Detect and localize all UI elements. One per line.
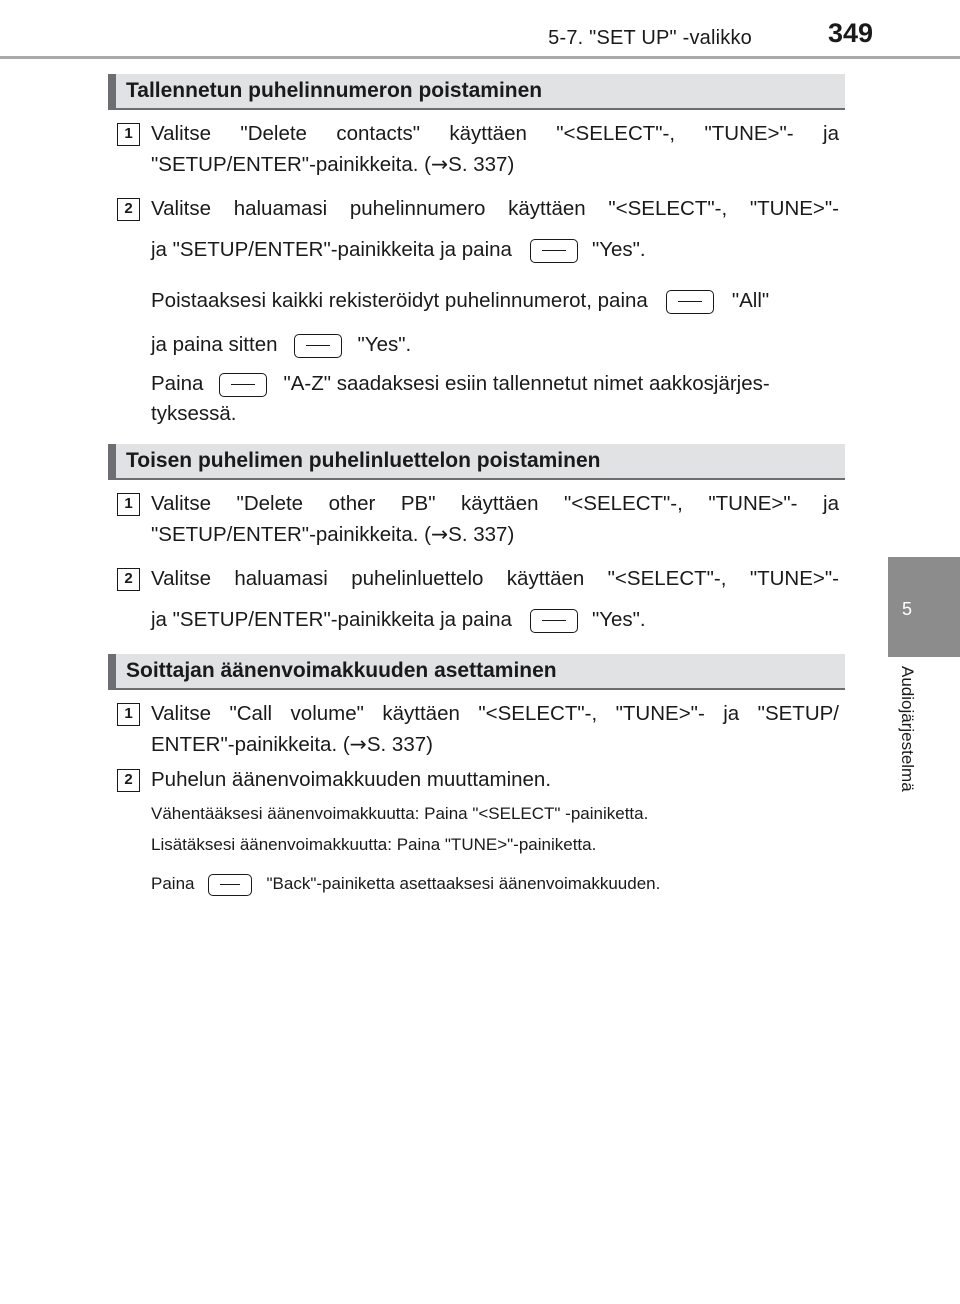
note-text: Vähentääksesi äänenvoimakkuutta: Paina "<SELECT" -painiketta. <box>151 804 649 823</box>
step-text <box>151 765 839 795</box>
chapter-number: 5 <box>901 599 912 619</box>
step-number-badge: 2 <box>117 198 140 221</box>
step-text-line: Valitse haluamasi puhelinnumero käyttäen "<SELECT"-, "TUNE>"- <box>151 197 839 220</box>
section-title: 5-7. "SET UP" -valikko <box>548 27 752 49</box>
step-text <box>151 605 839 635</box>
step-text-line: tyksessä. <box>151 402 237 425</box>
step-text-line: ja "SETUP/ENTER"-painikkeita ja paina <box>151 608 512 631</box>
note-text: Lisätäksesi äänenvoimakkuutta: Paina "TUNE>"-painiketta. <box>151 835 597 854</box>
step-text <box>151 330 839 360</box>
step-text <box>151 489 839 519</box>
note-text-part: Paina <box>151 874 195 893</box>
step-text-line: Paina <box>151 372 204 395</box>
page-number: 349 <box>828 18 874 48</box>
step-text <box>151 729 839 760</box>
heading-accent-bar <box>108 444 116 478</box>
section-heading-delete-phonebook <box>108 444 845 480</box>
step-text-line: ja paina sitten <box>151 333 278 356</box>
minus-button-icon <box>294 334 342 358</box>
step-text <box>151 119 839 149</box>
step-text <box>151 235 839 265</box>
step-text-line: Poistaaksesi kaikki rekisteröidyt puhelinnumerot, paina <box>151 289 648 312</box>
minus-button-icon <box>208 874 252 896</box>
section-heading-text: Toisen puhelimen puhelinluettelon poistaminen <box>126 449 601 472</box>
minus-button-icon <box>530 239 578 263</box>
step-text-line: "Yes". <box>591 238 646 261</box>
page-reference: S. 337) <box>366 733 433 756</box>
step-text <box>151 149 839 180</box>
section-heading-call-volume <box>108 654 845 690</box>
heading-accent-bar <box>108 74 116 108</box>
chapter-label: Audiojärjestelmä <box>898 666 917 792</box>
step-number-badge: 1 <box>117 703 140 726</box>
note-text <box>151 873 839 896</box>
step-text-line: Puhelun äänenvoimakkuuden muuttaminen. <box>151 768 552 791</box>
step-text-line: ENTER"-painikkeita. ( <box>151 733 350 756</box>
step-number-badge: 2 <box>117 769 140 792</box>
minus-button-icon <box>666 290 714 314</box>
step-text <box>151 194 839 224</box>
step-text-line: "Yes". <box>357 333 412 356</box>
step-text-line: "A-Z" saadaksesi esiin tallennetut nimet aakkosjärjes- <box>283 372 770 395</box>
header-divider <box>0 56 960 59</box>
step-text <box>151 369 839 399</box>
note-text-part: "Back"-painiketta asettaaksesi äänenvoimakkuuden. <box>266 874 661 893</box>
step-text-line: ja "SETUP/ENTER"-painikkeita ja paina <box>151 238 512 261</box>
section-heading-text: Tallennetun puhelinnumeron poistaminen <box>126 79 543 102</box>
step-text <box>151 519 839 550</box>
arrow-right-icon: → <box>349 732 367 756</box>
step-text-line: Valitse "Delete contacts" käyttäen "<SELECT"-, "TUNE>"- ja <box>151 122 839 145</box>
page-reference: S. 337) <box>448 153 515 176</box>
page-reference: S. 337) <box>448 523 515 546</box>
arrow-right-icon: → <box>430 522 449 546</box>
heading-accent-bar <box>108 654 116 688</box>
step-text-line: Valitse "Call volume" käyttäen "<SELECT"-, "TUNE>"- ja "SETUP/ <box>151 702 839 725</box>
section-heading-delete-number <box>108 74 845 110</box>
step-number-badge: 1 <box>117 493 140 516</box>
step-text-line: "Yes". <box>591 608 646 631</box>
arrow-right-icon: → <box>430 152 449 176</box>
step-text <box>151 399 839 429</box>
step-text-line: Valitse haluamasi puhelinluettelo käyttäen "<SELECT"-, "TUNE>"- <box>151 567 839 590</box>
step-text <box>151 564 839 594</box>
step-text <box>151 699 839 729</box>
section-heading-text: Soittajan äänenvoimakkuuden asettaminen <box>126 659 557 682</box>
step-text-line: "SETUP/ENTER"-painikkeita. ( <box>151 153 431 176</box>
step-text-line: "All" <box>731 289 770 312</box>
step-number-badge: 2 <box>117 568 140 591</box>
step-text-line: "SETUP/ENTER"-painikkeita. ( <box>151 523 431 546</box>
step-number-badge: 1 <box>117 123 140 146</box>
step-text-line: Valitse "Delete other PB" käyttäen "<SELECT"-, "TUNE>"- ja <box>151 492 839 515</box>
minus-button-icon <box>530 609 578 633</box>
step-text <box>151 286 839 316</box>
minus-button-icon <box>219 373 267 397</box>
